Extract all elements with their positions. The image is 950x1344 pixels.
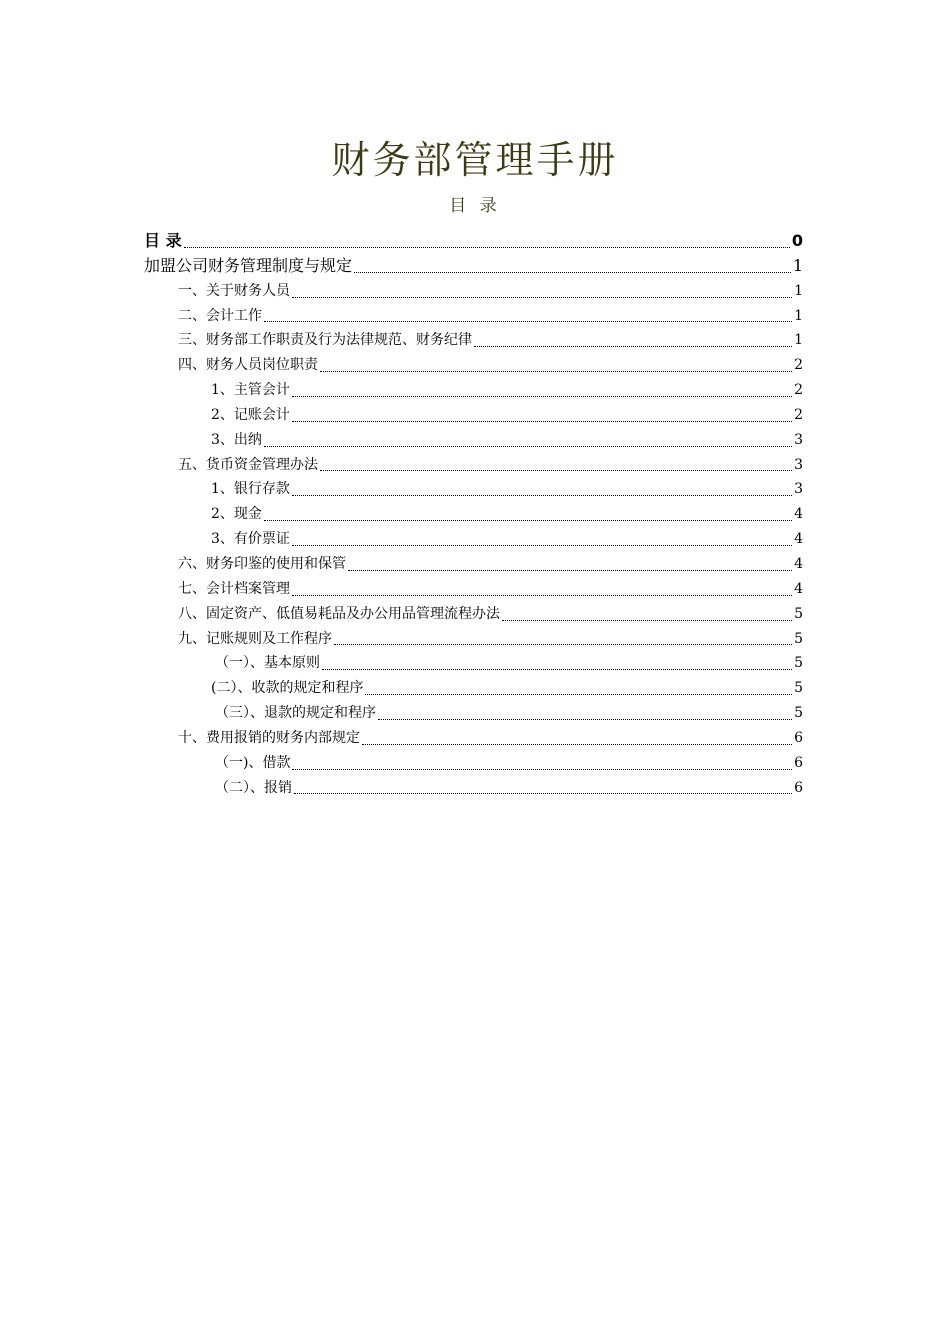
toc-entry[interactable]: [144, 453, 803, 478]
toc-dot-leader: [292, 421, 792, 422]
toc-entry[interactable]: [144, 279, 803, 304]
table-of-contents: [144, 229, 803, 800]
toc-entry-page-number: 4: [794, 580, 803, 597]
toc-entry[interactable]: [144, 254, 803, 279]
toc-dot-leader: [264, 321, 792, 322]
toc-entry[interactable]: [144, 602, 803, 627]
toc-entry-page-number: 4: [794, 506, 803, 523]
toc-entry-page-number: 2: [794, 357, 803, 374]
toc-entry-label: （一)、借款: [215, 754, 291, 771]
toc-entry[interactable]: [144, 477, 803, 502]
toc-entry-page-number: 3: [794, 431, 803, 448]
toc-entry-label: 三、财务部工作职责及行为法律规范、财务纪律: [178, 332, 472, 349]
toc-dot-leader: [348, 570, 792, 571]
toc-dot-leader: [378, 719, 792, 720]
toc-entry-label: （三）、退款的规定和程序: [215, 705, 376, 722]
toc-entry[interactable]: [144, 428, 803, 453]
toc-entry-label: 加盟公司财务管理制度与规定: [144, 255, 353, 275]
toc-dot-leader: [264, 520, 792, 521]
toc-entry-label: 2、记账会计: [211, 406, 290, 423]
toc-dot-leader: [334, 644, 792, 645]
toc-dot-leader: [362, 744, 792, 745]
toc-entry-label: (二）、收款的规定和程序: [211, 680, 364, 697]
toc-dot-leader: [264, 446, 792, 447]
toc-dot-leader: [322, 669, 792, 670]
toc-dot-leader: [292, 396, 792, 397]
toc-entry[interactable]: [144, 776, 803, 801]
toc-entry[interactable]: [144, 676, 803, 701]
toc-entry-page-number: 6: [794, 779, 803, 796]
toc-entry-label: 3、出纳: [211, 431, 262, 448]
toc-entry-page-number: 1: [792, 255, 803, 275]
toc-entry-label: 目 录: [144, 231, 182, 250]
toc-entry[interactable]: [144, 577, 803, 602]
toc-dot-leader: [502, 620, 792, 621]
toc-entry[interactable]: [144, 627, 803, 652]
toc-entry-label: 五、货币资金管理办法: [178, 456, 318, 473]
toc-entry-page-number: 5: [794, 630, 803, 647]
toc-entry[interactable]: [144, 502, 803, 527]
toc-entry-page-number: 6: [794, 729, 803, 746]
toc-entry[interactable]: [144, 751, 803, 776]
toc-dot-leader: [292, 495, 792, 496]
toc-entry-page-number: 0: [791, 231, 803, 250]
toc-entry-page-number: 1: [794, 307, 803, 324]
toc-dot-leader: [474, 346, 792, 347]
toc-heading: 目 录: [449, 196, 501, 216]
toc-entry-page-number: 1: [794, 332, 803, 349]
toc-entry-page-number: 5: [794, 655, 803, 672]
toc-entry-page-number: 5: [794, 605, 803, 622]
toc-entry-label: （二）、报销: [215, 779, 292, 796]
toc-entry[interactable]: [144, 403, 803, 428]
toc-dot-leader: [365, 694, 792, 695]
toc-entry-label: 一、关于财务人员: [178, 282, 290, 299]
toc-entry-page-number: 6: [794, 754, 803, 771]
toc-entry[interactable]: [144, 726, 803, 751]
toc-entry-page-number: 3: [794, 456, 803, 473]
toc-entry-label: 3、有价票证: [211, 531, 290, 548]
toc-entry[interactable]: [144, 651, 803, 676]
toc-entry-page-number: 1: [794, 282, 803, 299]
toc-entry-page-number: 2: [794, 406, 803, 423]
toc-entry-label: （一）、基本原则: [215, 655, 320, 672]
toc-entry-page-number: 4: [794, 531, 803, 548]
toc-entry-label: 六、财务印鉴的使用和保管: [178, 555, 346, 572]
toc-entry-page-number: 4: [794, 555, 803, 572]
toc-entry[interactable]: [144, 701, 803, 726]
toc-entry[interactable]: [144, 353, 803, 378]
toc-entry-page-number: 5: [794, 705, 803, 722]
toc-dot-leader: [320, 371, 792, 372]
toc-entry-label: 二、会计工作: [178, 307, 262, 324]
toc-dot-leader: [292, 769, 792, 770]
toc-entry[interactable]: [144, 552, 803, 577]
toc-entry-label: 八、固定资产、低值易耗品及办公用品管理流程办法: [178, 605, 500, 622]
toc-entry-label: 十、费用报销的财务内部规定: [178, 729, 360, 746]
toc-entry[interactable]: [144, 304, 803, 329]
toc-entry-label: 2、现金: [211, 506, 262, 523]
toc-entry-label: 七、会计档案管理: [178, 580, 290, 597]
toc-dot-leader: [354, 272, 791, 273]
toc-entry-page-number: 5: [794, 680, 803, 697]
toc-dot-leader: [292, 595, 792, 596]
toc-entry[interactable]: [144, 378, 803, 403]
toc-dot-leader: [292, 297, 792, 298]
toc-entry-label: 1、主管会计: [211, 382, 290, 399]
toc-dot-leader: [184, 247, 790, 248]
toc-dot-leader: [294, 793, 792, 794]
toc-entry[interactable]: [144, 527, 803, 552]
toc-entry-page-number: 2: [794, 382, 803, 399]
toc-entry[interactable]: [144, 328, 803, 353]
toc-entry-page-number: 3: [794, 481, 803, 498]
toc-entry-label: 九、记账规则及工作程序: [178, 630, 332, 647]
toc-entry-label: 四、财务人员岗位职责: [178, 357, 318, 374]
document-title: 财务部管理手册: [331, 138, 619, 182]
toc-dot-leader: [320, 470, 792, 471]
toc-dot-leader: [292, 545, 792, 546]
toc-entry[interactable]: [144, 229, 803, 254]
toc-entry-label: 1、银行存款: [211, 481, 290, 498]
